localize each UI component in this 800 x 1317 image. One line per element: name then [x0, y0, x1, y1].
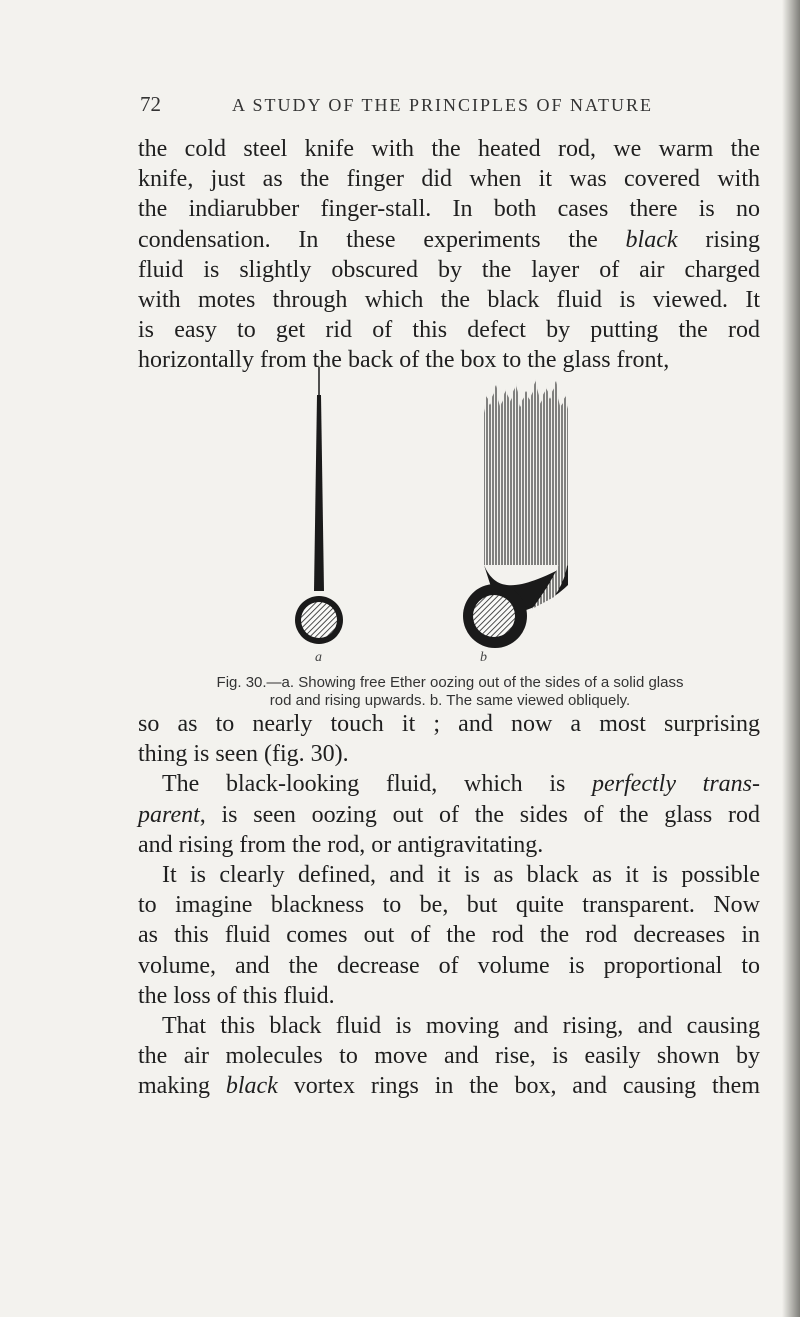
figure-30 [270, 365, 600, 665]
figure-b-oblique [463, 379, 568, 648]
paragraph-bottom [138, 709, 760, 1102]
text-line: the air molecules to move and rise, is easily shown by [138, 1043, 760, 1070]
text-line: the cold steel knife with the heated rod, we warm the [138, 136, 760, 162]
text-line: horizontally from the back of the box to the glass front, [138, 347, 670, 374]
text-line: fluid is slightly obscured by the layer of air charged [138, 256, 760, 283]
text-line: and rising from the rod, or antigravitating. [138, 831, 544, 858]
text-line: The black-looking fluid, which is perfectly trans- [162, 771, 760, 798]
figure-a-rod [295, 367, 343, 644]
text-line: the loss of this fluid. [138, 982, 335, 1009]
text-line: with motes through which the black fluid is viewed. It [138, 287, 760, 314]
running-title: A STUDY OF THE PRINCIPLES OF NATURE [232, 95, 654, 115]
running-head [140, 92, 760, 122]
page-number: 72 [140, 92, 161, 116]
text-line: making black vortex rings in the box, and causing them [138, 1073, 760, 1100]
figure-30-illustration [270, 365, 600, 655]
caption-line: rod and rising upwards. b. The same viewed obliquely. [269, 692, 631, 709]
text-line: the indiarubber finger-stall. In both cases there is no [138, 196, 760, 223]
text-line: as this fluid comes out of the rod the rod decreases in [138, 922, 760, 949]
text-line: to imagine blackness to be, but quite transparent. Now [138, 892, 760, 919]
text-line: knife, just as the finger did when it was covered with [138, 166, 760, 193]
text-line: volume, and the decrease of volume is proportional to [138, 952, 760, 979]
figure-label-b: b [480, 650, 487, 665]
page-edge-shadow [782, 0, 800, 1317]
text-line: thing is seen (fig. 30). [138, 741, 349, 768]
paragraph-top [138, 134, 760, 376]
text-line: condensation. In these experiments the black rising [138, 226, 760, 253]
text-line: It is clearly defined, and it is as black as it is possible [162, 862, 760, 889]
figure-label-a: a [315, 650, 322, 665]
figure-caption [160, 674, 740, 710]
text-line: parent, is seen oozing out of the sides of the glass rod [138, 801, 760, 828]
text-line: so as to nearly touch it ; and now a most surprising [138, 711, 760, 737]
caption-line: Fig. 30.—a. Showing free Ether oozing out of the sides of a solid glass [216, 674, 684, 691]
text-line: is easy to get rid of this defect by putting the rod [138, 317, 760, 344]
text-line: That this black fluid is moving and rising, and causing [162, 1013, 760, 1040]
